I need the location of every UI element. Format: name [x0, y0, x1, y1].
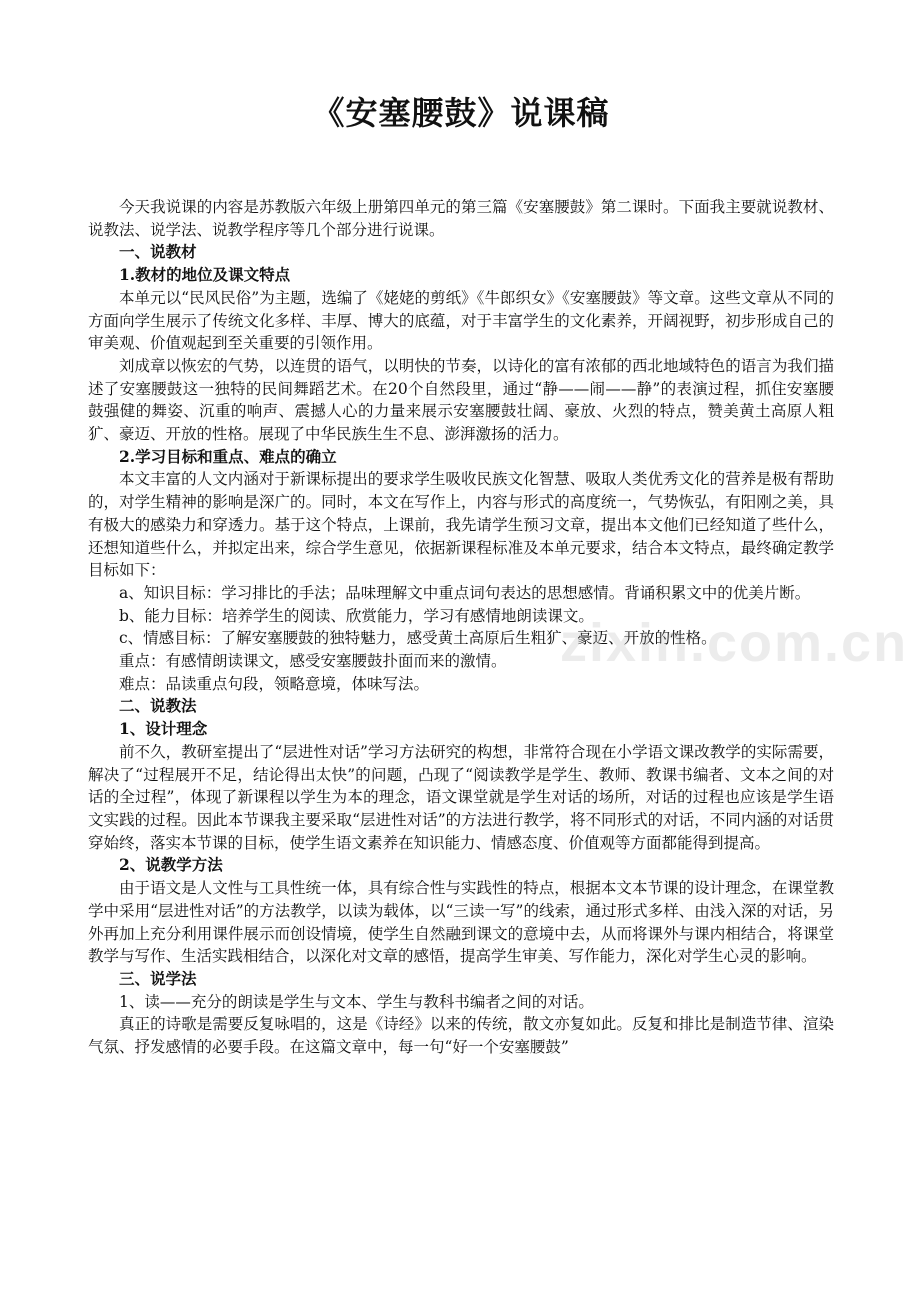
page-title: 《安塞腰鼓》说课稿 [312, 94, 610, 132]
body-paragraph: a、知识目标：学习排比的手法；品味理解文中重点词句表达的思想感情。背诵积累文中的优美片断。 [119, 583, 811, 602]
body-paragraph: 重点：有感情朗读课文，感受安塞腰鼓扑面而来的激情。 [119, 652, 507, 671]
section-heading: 二、说教法 [119, 696, 197, 716]
section-heading: 2.学习目标和重点、难点的确立 [119, 446, 337, 466]
section-heading: 三、说学法 [119, 968, 197, 988]
body-paragraph: 1、读——充分的朗读是学生与文本、学生与教科书编者之间的对话。 [119, 992, 594, 1011]
body-paragraph: 真正的诗歌是需要反复咏唱的，这是《诗经》以来的传统，散文亦复如此。反复和排比是制造节律、渲染气氛、抒发感情的必要手段。在这篇文章中，每一句“好一个安塞腰鼓” [88, 1015, 834, 1057]
body-paragraph: 由于语文是人文性与工具性统一体，具有综合性与实践性的特点，根据本文本节课的设计理念，在课堂教学中采用“层进性对话”的方法教学，以读为载体，以“三读一写”的线索，通过形式多样、由浅入深的对话，另外再加上充分利用课件展示而创设情境，使学生自然融到课文的意境中去，从而将课外与课内相结合，将课堂教学与写作、生活实践相结合，以深化对文章的感悟，提高学生审美、写作能力，深化对学生心灵的影响。 [88, 879, 834, 966]
document-body [88, 196, 834, 1059]
section-heading: 1.教材的地位及课文特点 [119, 265, 291, 285]
body-paragraph: 今天我说课的内容是苏教版六年级上册第四单元的第三篇《安塞腰鼓》第二课时。下面我主要就说教材、说教法、说学法、说教学程序等几个部分进行说课。 [88, 198, 834, 239]
body-paragraph: 刘成章以恢宏的气势，以连贯的语气，以明快的节奏，以诗化的富有浓郁的西北地域特色的语言为我们描述了安塞腰鼓这一独特的民间舞蹈艺术。在20个自然段里，通过“静——闹——静”的表演过程，抓住安塞腰鼓强健的舞姿、沉重的响声、震撼人心的力量来展示安塞腰鼓壮阔、豪放、火烈的特点，赞美黄土高原人粗犷、豪迈、开放的性格。展现了中华民族生生不息、澎湃激扬的活力。 [88, 356, 834, 444]
body-paragraph: 前不久，教研室提出了“层进性对话”学习方法研究的构想，非常符合现在小学语文课改教学的实际需要，解决了“过程展开不足，结论得出太快”的问题，凸现了“阅读教学是学生、教师、教课书编者、文本之间的对话的全过程”，体现了新课程以学生为本的理念，语文课堂就是学生对话的场所，对话的过程也应该是学生语文实践的过程。因此本节课我主要采取“层进性对话”的方法进行教学，将不同形式的对话，不同内涵的对话贯穿始终，落实本节课的目标，使学生语文素养在知识能力、情感态度、价值观等方面都能得到提高。 [88, 742, 834, 852]
section-heading: 1、设计理念 [119, 719, 208, 739]
watermark: zixin.com.cn [560, 613, 909, 673]
body-paragraph: b、能力目标：培养学生的阅读、欣赏能力，学习有感情地朗读课文。 [119, 606, 594, 625]
body-paragraph: 本文丰富的人文内涵对于新课标提出的要求学生吸收民族文化智慧、吸取人类优秀文化的营养是极有帮助的，对学生精神的影响是深广的。同时，本文在写作上，内容与形式的高度统一，气势恢弘，有阳刚之美，具有极大的感染力和穿透力。基于这个特点，上课前，我先请学生预习文章，提出本文他们已经知道了些什么，还想知道些什么，并拟定出来，综合学生意见，依据新课程标准及本单元要求，结合本文特点，最终确定教学目标如下： [88, 470, 834, 580]
document-page [88, 88, 834, 1059]
section-heading: 一、说教材 [119, 242, 197, 262]
body-paragraph: 难点：品读重点句段，领略意境，体味写法。 [119, 674, 430, 693]
section-heading: 2、说教学方法 [119, 855, 223, 875]
body-paragraph: c、情感目标：了解安塞腰鼓的独特魅力，感受黄土高原后生粗犷、豪迈、开放的性格。 [119, 629, 717, 648]
body-paragraph: 本单元以“民风民俗”为主题，选编了《姥姥的剪纸》《牛郎织女》《安塞腰鼓》等文章。这些文章从不同的方面向学生展示了传统文化多样、丰厚、博大的底蕴，对于丰富学生的文化素养，开阔视野，初步形成自己的审美观、价值观起到至关重要的引领作用。 [88, 288, 834, 353]
